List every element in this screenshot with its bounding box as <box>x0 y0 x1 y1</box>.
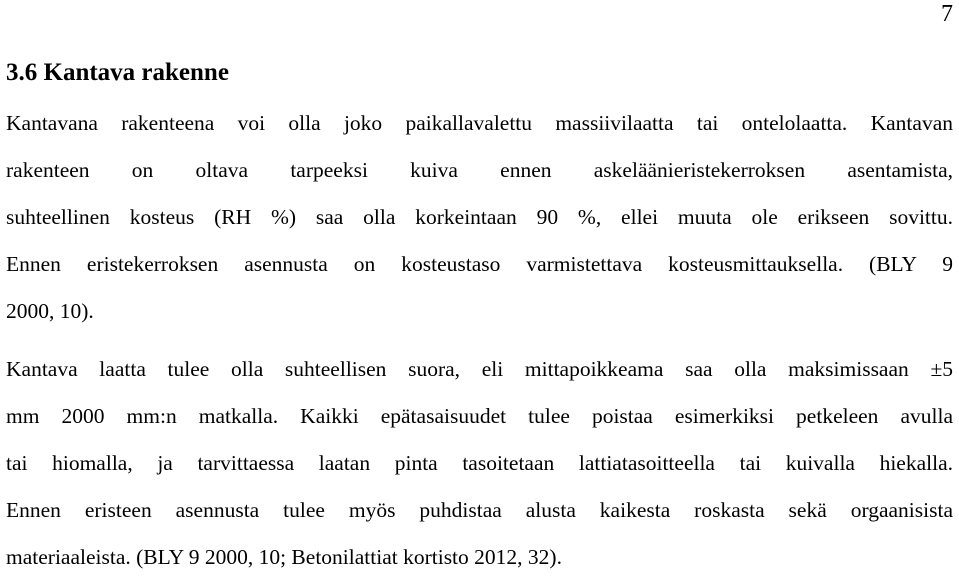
paragraph-line: suhteellinen kosteus (RH %) saa olla korkeintaan 90 %, ellei muuta ole erikseen sovittu. <box>6 205 953 229</box>
paragraph-2 <box>6 346 953 581</box>
paragraph-line: materiaaleista. (BLY 9 2000, 10; Betonilattiat kortisto 2012, 32). <box>6 545 562 569</box>
page-number: 7 <box>941 1 953 27</box>
paragraph-line: Kantavana rakenteena voi olla joko paikallavalettu massiivilaatta tai ontelolaatta. Kantavan <box>6 111 953 135</box>
paragraph-line: 2000, 10). <box>6 299 94 323</box>
section-heading: 3.6 Kantava rakenne <box>6 59 229 86</box>
paragraph-line: rakenteen on oltava tarpeeksi kuiva ennen askeläänieristekerroksen asentamista, <box>6 158 953 182</box>
paragraph-line: Kantava laatta tulee olla suhteellisen suora, eli mittapoikkeama saa olla maksimissaan ±5 <box>6 357 953 381</box>
paragraph-1 <box>6 100 953 335</box>
paragraph-line: Ennen eristekerroksen asennusta on kosteustaso varmistettava kosteusmittauksella. (BLY 9 <box>6 252 953 276</box>
paragraph-line: Ennen eristeen asennusta tulee myös puhdistaa alusta kaikesta roskasta sekä orgaanisista <box>6 498 953 522</box>
paragraph-line: mm 2000 mm:n matkalla. Kaikki epätasaisuudet tulee poistaa esimerkiksi petkeleen avulla <box>6 404 953 428</box>
paragraph-line: tai hiomalla, ja tarvittaessa laatan pinta tasoitetaan lattiatasoitteella tai kuivalla hiekalla. <box>6 451 953 475</box>
